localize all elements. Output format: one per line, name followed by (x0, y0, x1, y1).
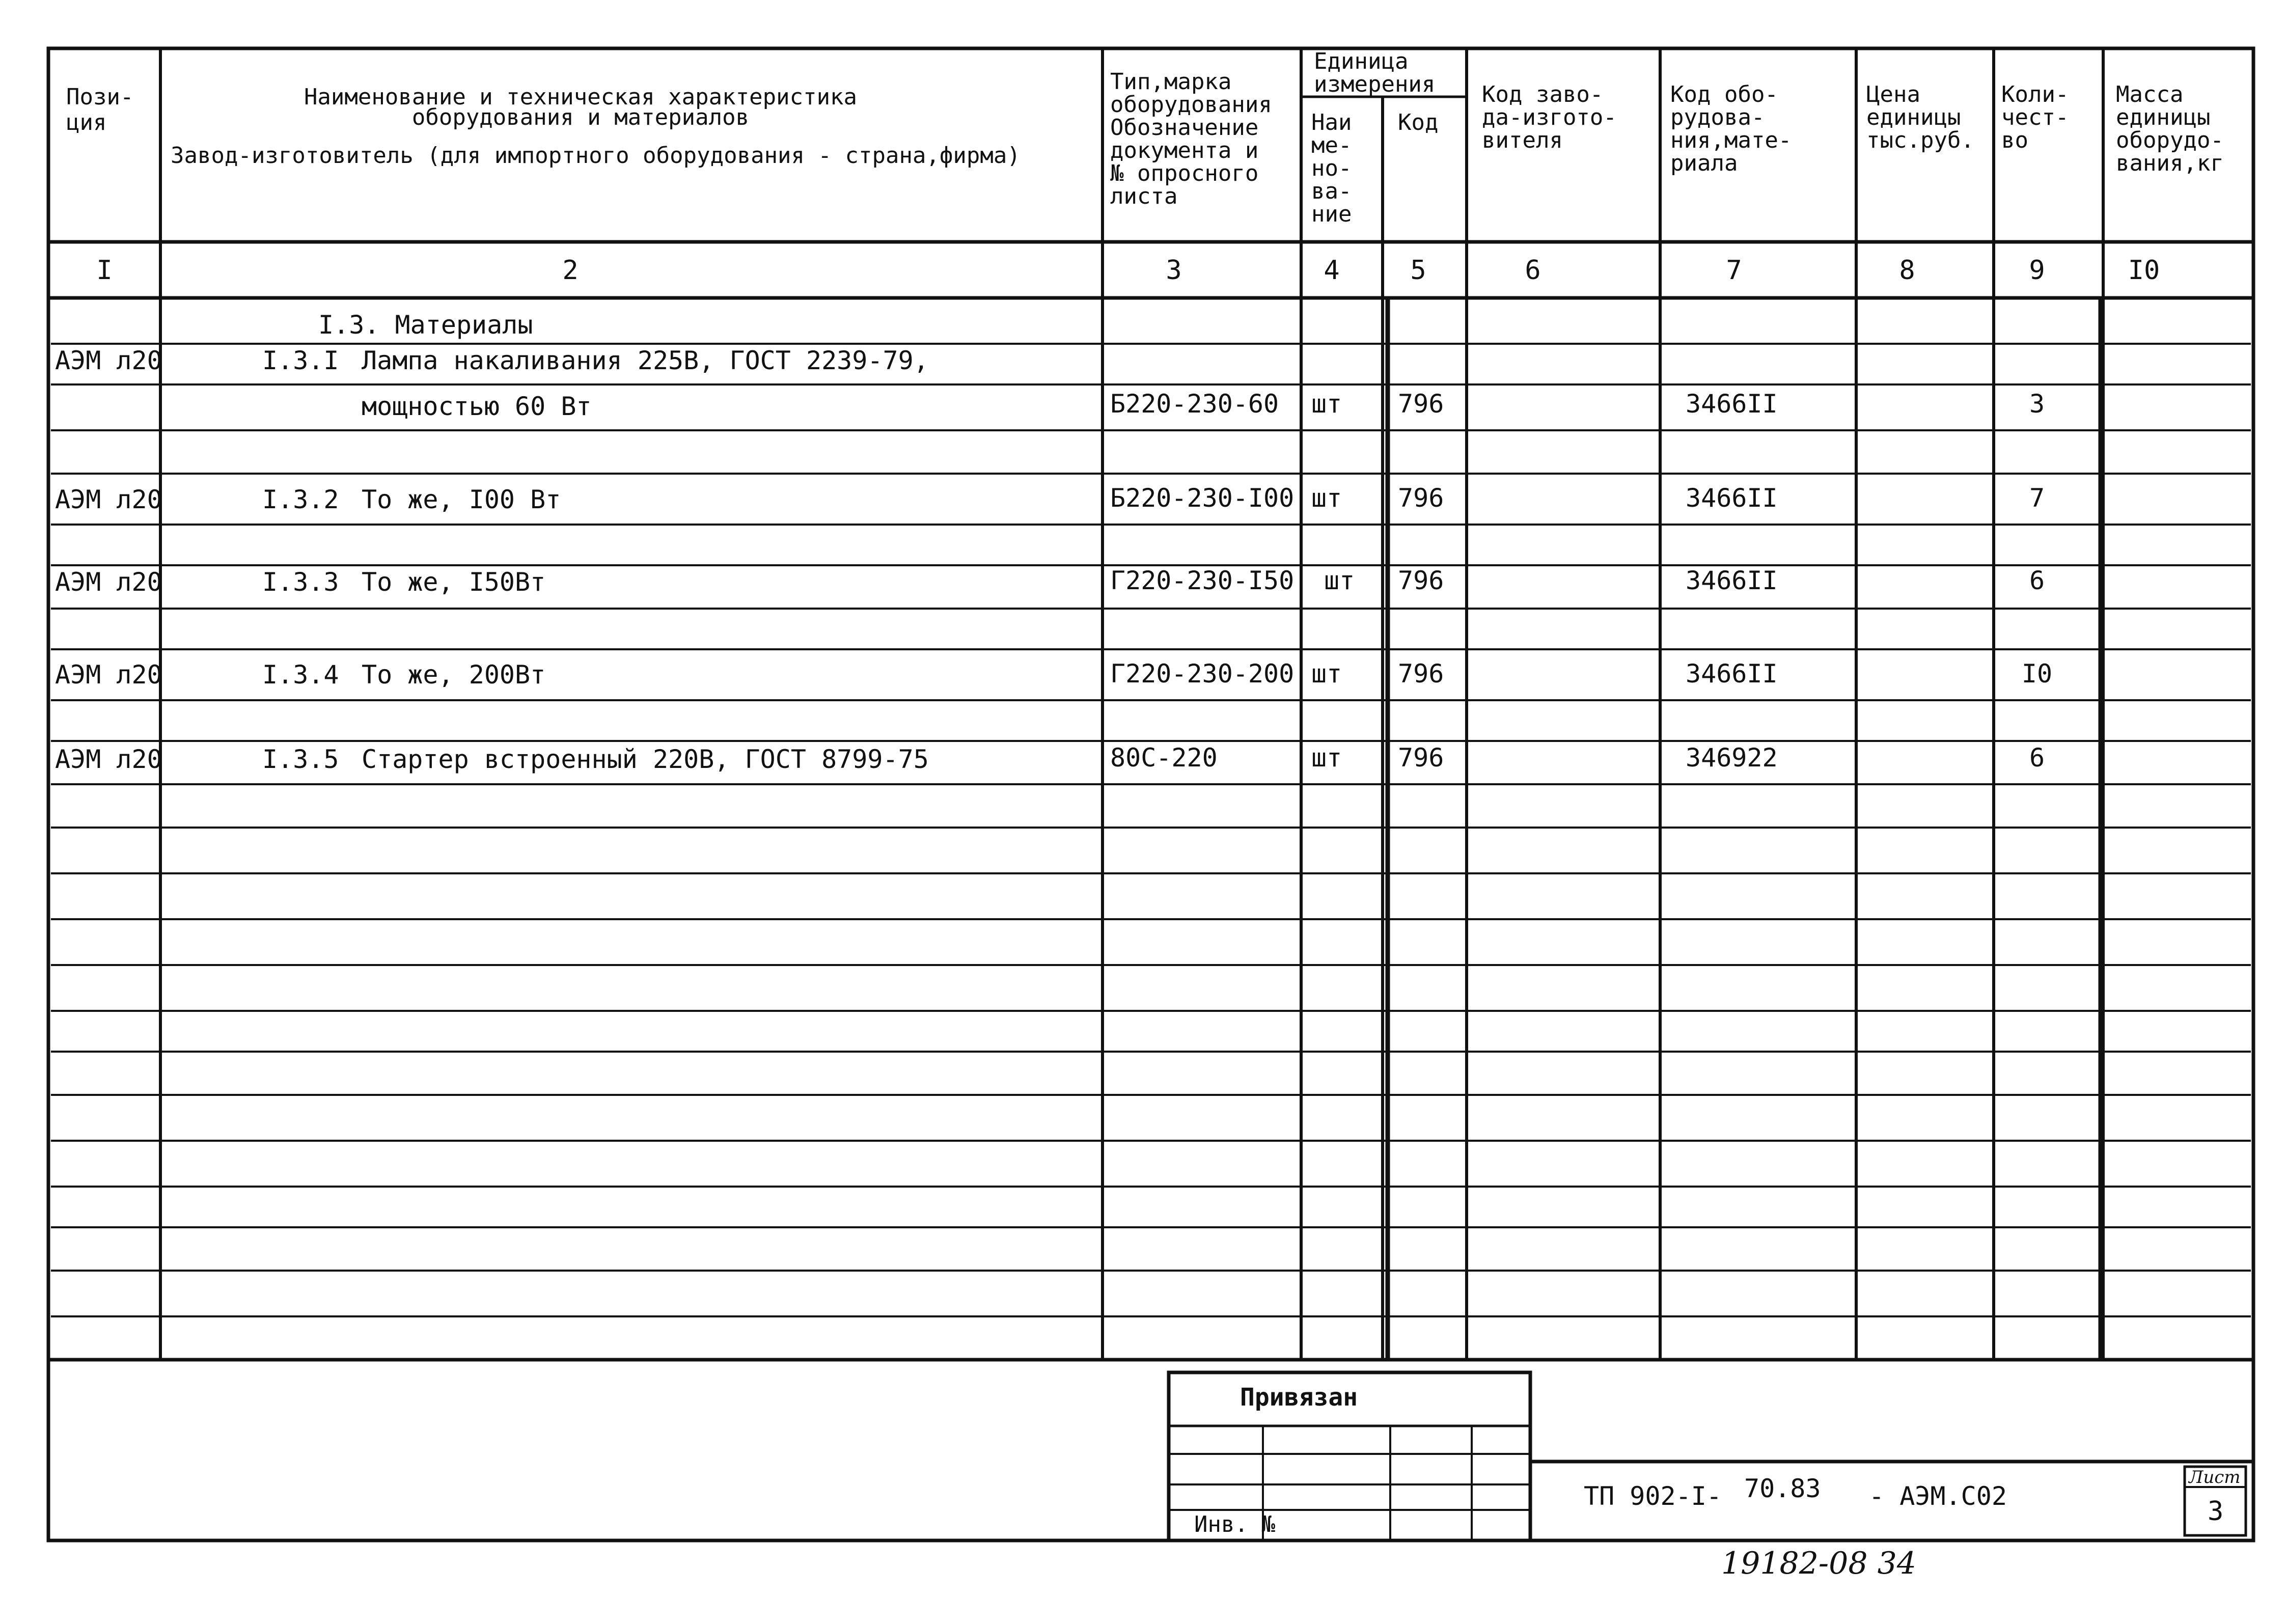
row-5-unit: шт (1311, 743, 1342, 773)
row-1-unit: шт (1311, 389, 1342, 419)
header-type-4: документа и (1110, 137, 1259, 163)
header-qty-2: чест- (2001, 104, 2069, 130)
header-price-3: тыс.руб. (1866, 127, 1974, 153)
row-2-num: I.3.2 (262, 485, 339, 514)
table-header (66, 48, 2224, 227)
header-maker-code-2: да-изгото- (1482, 104, 1617, 130)
header-maker-code-1: Код заво- (1482, 81, 1604, 107)
row-4-num: I.3.4 (262, 660, 339, 690)
row-3-type: Г220-230-I50 (1110, 566, 1295, 595)
table-row (55, 566, 2045, 597)
row-1-pos: АЭМ л20 (55, 346, 162, 375)
header-name-1: Наименование и техническая характеристика (304, 84, 858, 110)
row-4-code: 796 (1398, 659, 1444, 689)
row-3-code: 796 (1398, 566, 1444, 595)
row-2-qty: 7 (2029, 483, 2045, 513)
row-1-desc2: мощностью 60 Вт (362, 392, 592, 421)
header-mass-4: вания,кг (2116, 150, 2224, 176)
row-5-pos: АЭМ л20 (55, 745, 162, 774)
header-mass-2: единицы (2116, 104, 2211, 130)
header-equip-code-1: Код обо- (1670, 81, 1778, 107)
col-num-6: 6 (1525, 255, 1541, 286)
doc-code-suffix: - АЭМ.С02 (1869, 1481, 2007, 1511)
row-1-qty: 3 (2029, 389, 2045, 419)
row-1-equip: 3466II (1686, 389, 1778, 419)
row-4-desc: То же, 200Вт (362, 660, 546, 690)
row-5-qty: 6 (2029, 743, 2045, 773)
row-1-desc: Лампа накаливания 225В, ГОСТ 2239-79, (362, 346, 929, 375)
doc-code-prefix: ТП 902-I- (1584, 1481, 1722, 1511)
row-5-num: I.3.5 (262, 745, 339, 774)
header-maker-code-3: вителя (1482, 127, 1563, 153)
header-mass-3: оборудо- (2116, 127, 2224, 153)
section-title: I.3. Материалы (318, 310, 533, 340)
row-2-desc: То же, I00 Вт (362, 485, 561, 514)
col-num-3: 3 (1166, 255, 1182, 286)
header-equip-code-3: ния,мате- (1670, 127, 1792, 153)
header-unit-name-4: ва- (1311, 178, 1352, 204)
header-unit-group-1: Единица (1314, 48, 1409, 74)
header-qty-1: Коли- (2001, 81, 2069, 107)
header-unit-name-5: ние (1311, 201, 1352, 227)
row-3-pos: АЭМ л20 (55, 567, 162, 597)
header-pos-1: Пози- (66, 84, 134, 110)
stamp-inv: Инв. № (1194, 1511, 1275, 1537)
row-2-equip: 3466II (1686, 483, 1778, 513)
row-3-unit: шт (1324, 566, 1355, 595)
header-mass-1: Масса (2116, 81, 2184, 107)
row-1-code: 796 (1398, 389, 1444, 419)
header-pos-2: ция (66, 109, 107, 135)
header-qty-3: во (2001, 127, 2028, 153)
row-4-qty: I0 (2021, 659, 2053, 689)
header-unit-group-2: измерения (1314, 71, 1436, 97)
col-num-7: 7 (1726, 255, 1742, 286)
row-4-type: Г220-230-200 (1110, 659, 1295, 689)
table-row (55, 743, 2045, 774)
handwritten-number: 19182-08 34 (1721, 1546, 1916, 1581)
row-5-code: 796 (1398, 743, 1444, 773)
header-equip-code-2: рудова- (1670, 104, 1765, 130)
row-4-unit: шт (1311, 659, 1342, 689)
header-equip-code-4: риала (1670, 150, 1738, 176)
header-type-6: листа (1110, 183, 1178, 209)
row-3-equip: 3466II (1686, 566, 1778, 595)
header-unit-name-1: Наи (1311, 109, 1352, 135)
col-num-1: I (96, 255, 113, 286)
row-5-desc: Стартер встроенный 220В, ГОСТ 8799-75 (362, 745, 929, 774)
row-5-type: 80С-220 (1110, 743, 1218, 773)
header-type-2: оборудования (1110, 92, 1272, 118)
table-row (55, 483, 2045, 514)
col-num-4: 4 (1324, 255, 1340, 286)
row-1-num: I.3.I (262, 346, 339, 375)
column-numbers (96, 255, 2160, 286)
col-num-10: I0 (2128, 255, 2160, 286)
row-2-type: Б220-230-I00 (1110, 483, 1295, 513)
doc-code-mid: 70.83 (1744, 1474, 1821, 1503)
row-2-pos: АЭМ л20 (55, 485, 162, 514)
header-name-2: оборудования и материалов (411, 104, 750, 130)
table-row (55, 659, 2052, 690)
header-type-3: Обозначение (1110, 115, 1259, 141)
sheet-label: Лист (2189, 1467, 2241, 1488)
row-4-pos: АЭМ л20 (55, 660, 162, 690)
sheet-number: 3 (2208, 1496, 2224, 1527)
header-price-1: Цена (1866, 81, 1920, 107)
row-1-type: Б220-230-60 (1110, 389, 1279, 419)
row-2-code: 796 (1398, 483, 1444, 513)
header-price-2: единицы (1866, 104, 1961, 130)
header-unit-code: Код (1398, 109, 1439, 135)
header-unit-name-2: ме- (1311, 132, 1352, 158)
col-num-2: 2 (562, 255, 579, 286)
header-type-1: Тип,марка (1110, 69, 1232, 95)
header-type-5: № опросного (1110, 160, 1259, 186)
col-num-8: 8 (1899, 255, 1915, 286)
row-3-desc: То же, I50Вт (362, 567, 546, 597)
row-4-equip: 3466II (1686, 659, 1778, 689)
row-3-qty: 6 (2029, 566, 2045, 595)
header-unit-name-3: но- (1311, 155, 1352, 181)
row-3-num: I.3.3 (262, 567, 339, 597)
row-5-equip: 346922 (1686, 743, 1778, 773)
stamp-bound: Привязан (1240, 1383, 1358, 1412)
row-2-unit: шт (1311, 483, 1342, 513)
col-num-9: 9 (2029, 255, 2045, 286)
col-num-5: 5 (1410, 255, 1426, 286)
header-name-3: Завод-изготовитель (для импортного оборудования - страна,фирма) (171, 143, 1021, 169)
